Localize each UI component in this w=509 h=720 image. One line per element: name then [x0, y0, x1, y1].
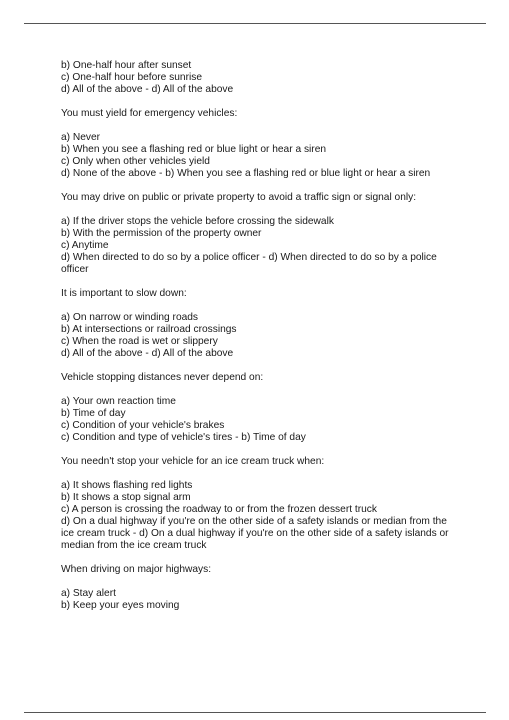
text-line: d) All of the above - d) All of the above — [61, 348, 234, 359]
text-line: b) With the permission of the property owner — [61, 228, 262, 239]
text-line: c) Only when other vehicles yield — [61, 156, 210, 167]
text-line: b) It shows a stop signal arm — [61, 492, 191, 503]
text-line: ice cream truck - d) On a dual highway if you're on the other side of a safety islands or — [61, 528, 449, 539]
spacer — [61, 552, 461, 564]
spacer — [61, 384, 461, 396]
text-line: a) It shows flashing red lights — [61, 480, 193, 491]
spacer — [61, 204, 461, 216]
spacer — [61, 180, 461, 192]
text-line: b) Time of day — [61, 408, 126, 419]
text-line: c) Anytime — [61, 240, 109, 251]
spacer — [61, 300, 461, 312]
text-line: You needn't stop your vehicle for an ice cream truck when: — [61, 456, 325, 467]
bottom-rule — [24, 712, 486, 713]
text-line: d) None of the above - b) When you see a flashing red or blue light or hear a siren — [61, 168, 431, 179]
text-line: c) A person is crossing the roadway to or from the frozen dessert truck — [61, 504, 377, 515]
text-line: You may drive on public or private property to avoid a traffic sign or signal only: — [61, 192, 417, 203]
text-line: You must yield for emergency vehicles: — [61, 108, 238, 119]
text-line: c) Condition and type of vehicle's tires - b) Time of day — [61, 432, 306, 443]
text-line: When driving on major highways: — [61, 564, 212, 575]
spacer — [61, 444, 461, 456]
spacer — [61, 276, 461, 288]
text-line: Vehicle stopping distances never depend on: — [61, 372, 264, 383]
text-line: c) One-half hour before sunrise — [61, 72, 202, 83]
text-line: d) When directed to do so by a police officer - d) When directed to do so by a police — [61, 252, 437, 263]
text-line: a) If the driver stops the vehicle before crossing the sidewalk — [61, 216, 334, 227]
spacer — [61, 468, 461, 480]
text-line: officer — [61, 264, 89, 275]
text-line: c) Condition of your vehicle's brakes — [61, 420, 225, 431]
spacer — [61, 96, 461, 108]
text-line: c) When the road is wet or slippery — [61, 336, 218, 347]
text-line: a) Never — [61, 132, 101, 143]
spacer — [61, 360, 461, 372]
text-line: a) On narrow or winding roads — [61, 312, 199, 323]
text-line: It is important to slow down: — [61, 288, 187, 299]
text-line: a) Stay alert — [61, 588, 116, 599]
spacer — [61, 120, 461, 132]
text-line: a) Your own reaction time — [61, 396, 176, 407]
text-line: b) One-half hour after sunset — [61, 60, 192, 71]
text-line: b) At intersections or railroad crossings — [61, 324, 237, 335]
top-rule — [24, 23, 486, 24]
text-line: d) On a dual highway if you're on the other side of a safety islands or median from the — [61, 516, 447, 527]
text-line: d) All of the above - d) All of the above — [61, 84, 234, 95]
text-line: b) When you see a flashing red or blue light or hear a siren — [61, 144, 327, 155]
text-line: median from the ice cream truck — [61, 540, 207, 551]
text-line: b) Keep your eyes moving — [61, 600, 180, 611]
document-body — [61, 60, 461, 612]
spacer — [61, 576, 461, 588]
